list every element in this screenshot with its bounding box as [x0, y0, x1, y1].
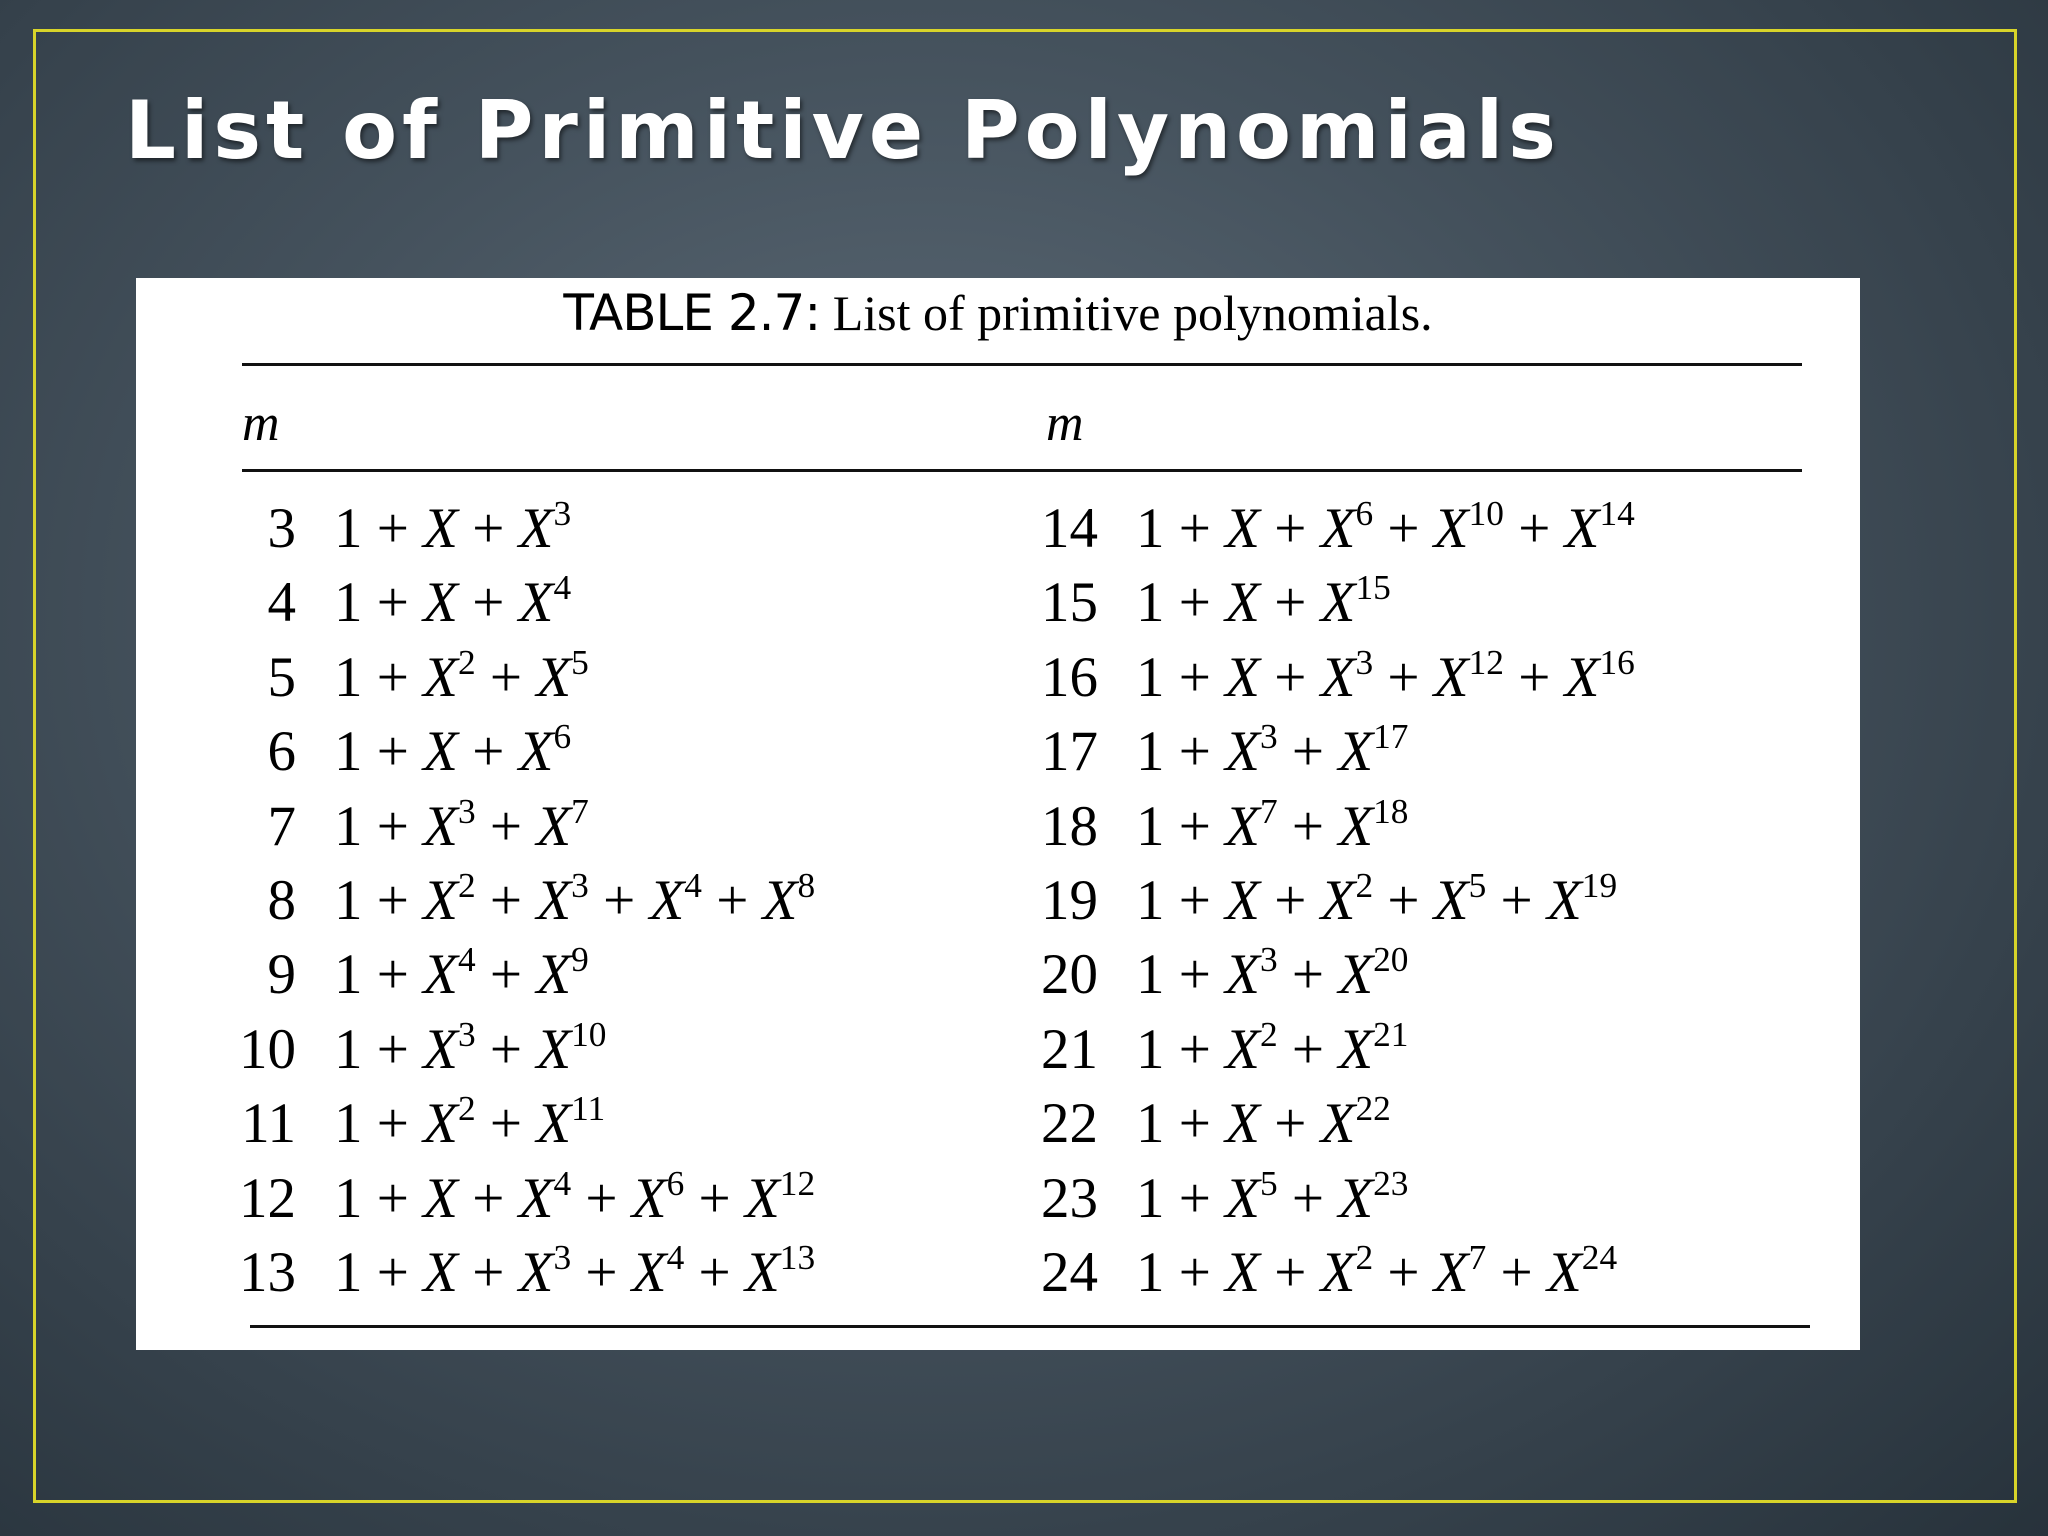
degree-m: 24	[1041, 1241, 1098, 1304]
table-row	[206, 1162, 816, 1236]
table-row	[1008, 1013, 1409, 1087]
table-row	[1008, 1162, 1409, 1236]
polynomial: $1 + X + X^3 + X^4 + X^{13}$	[334, 1238, 816, 1304]
polynomial: $1 + X + X^2 + X^5 + X^{19}$	[1136, 866, 1618, 932]
degree-m: 7	[267, 794, 296, 858]
degree-m: 11	[241, 1092, 296, 1156]
degree-m: 23	[1041, 1166, 1098, 1230]
degree-m: 8	[267, 869, 296, 932]
table-row	[1008, 641, 1635, 715]
table-header-rule	[242, 469, 1802, 472]
table-row	[206, 1087, 606, 1161]
table-row	[206, 641, 589, 715]
polynomial: $1 + X + X^2 + X^7 + X^{24}$	[1136, 1238, 1618, 1304]
table-row	[1008, 566, 1391, 640]
polynomial: $1 + X + X^4$	[334, 568, 572, 635]
degree-m: 19	[1041, 869, 1098, 932]
polynomial: $1 + X + X^6$	[334, 717, 572, 784]
table-row	[1008, 1236, 1618, 1310]
polynomial: $1 + X^3 + X^{17}$	[1136, 717, 1409, 784]
table-caption-text: List of primitive polynomials.	[820, 285, 1433, 341]
degree-m: 20	[1041, 943, 1098, 1007]
polynomial: $1 + X + X^6 + X^{10} + X^{14}$	[1136, 494, 1635, 560]
table-row	[206, 566, 572, 640]
polynomial: $1 + X^3 + X^{20}$	[1136, 940, 1409, 1007]
table-row	[206, 938, 589, 1012]
table-caption	[136, 284, 1860, 342]
slide-title: List of Primitive Polynomials	[125, 84, 1561, 177]
polynomial: $1 + X + X^{15}$	[1136, 568, 1391, 635]
column-header-m-left: m	[242, 395, 280, 452]
table-top-rule	[242, 363, 1802, 366]
table-row	[1008, 938, 1409, 1012]
table-row	[1008, 790, 1409, 864]
degree-m: 6	[267, 720, 296, 784]
table-row	[206, 492, 572, 566]
degree-m: 17	[1041, 720, 1098, 784]
table-row	[206, 864, 816, 938]
degree-m: 13	[239, 1241, 296, 1304]
table-row	[206, 1236, 816, 1310]
degree-m: 16	[1041, 645, 1098, 709]
table-row	[1008, 492, 1635, 566]
table-bottom-rule	[250, 1325, 1810, 1328]
polynomial: $1 + X^4 + X^9$	[334, 940, 589, 1007]
degree-m: 9	[267, 943, 296, 1007]
degree-m: 3	[267, 497, 296, 560]
polynomial-table	[136, 278, 1860, 1350]
polynomial: $1 + X^7 + X^{18}$	[1136, 791, 1409, 858]
table-row	[206, 790, 589, 864]
degree-m: 4	[267, 571, 296, 635]
table-row	[1008, 1087, 1391, 1161]
polynomial: $1 + X^3 + X^7$	[334, 791, 589, 858]
polynomial: $1 + X + X^{22}$	[1136, 1089, 1391, 1156]
degree-m: 14	[1041, 497, 1098, 560]
polynomial: $1 + X^2 + X^{11}$	[334, 1089, 606, 1156]
polynomial: $1 + X^2 + X^3 + X^4 + X^8$	[334, 866, 816, 932]
polynomial: $1 + X + X^3$	[334, 494, 572, 560]
polynomial: $1 + X^2 + X^5$	[334, 642, 589, 709]
degree-m: 10	[239, 1017, 296, 1081]
table-caption-label: TABLE 2.7:	[563, 284, 821, 342]
table-row	[206, 1013, 607, 1087]
degree-m: 18	[1041, 794, 1098, 858]
table-row	[206, 715, 572, 789]
table-row	[1008, 864, 1618, 938]
polynomial: $1 + X^5 + X^{23}$	[1136, 1163, 1409, 1230]
column-header-m-right: m	[1046, 395, 1084, 452]
degree-m: 15	[1041, 571, 1098, 635]
degree-m: 5	[267, 645, 296, 709]
degree-m: 21	[1041, 1017, 1098, 1081]
polynomial: $1 + X + X^4 + X^6 + X^{12}$	[334, 1163, 816, 1230]
table-row	[1008, 715, 1409, 789]
polynomial: $1 + X^2 + X^{21}$	[1136, 1014, 1409, 1081]
degree-m: 22	[1041, 1092, 1098, 1156]
polynomial: $1 + X + X^3 + X^{12} + X^{16}$	[1136, 642, 1635, 709]
polynomial: $1 + X^3 + X^{10}$	[334, 1014, 607, 1081]
degree-m: 12	[239, 1166, 296, 1230]
